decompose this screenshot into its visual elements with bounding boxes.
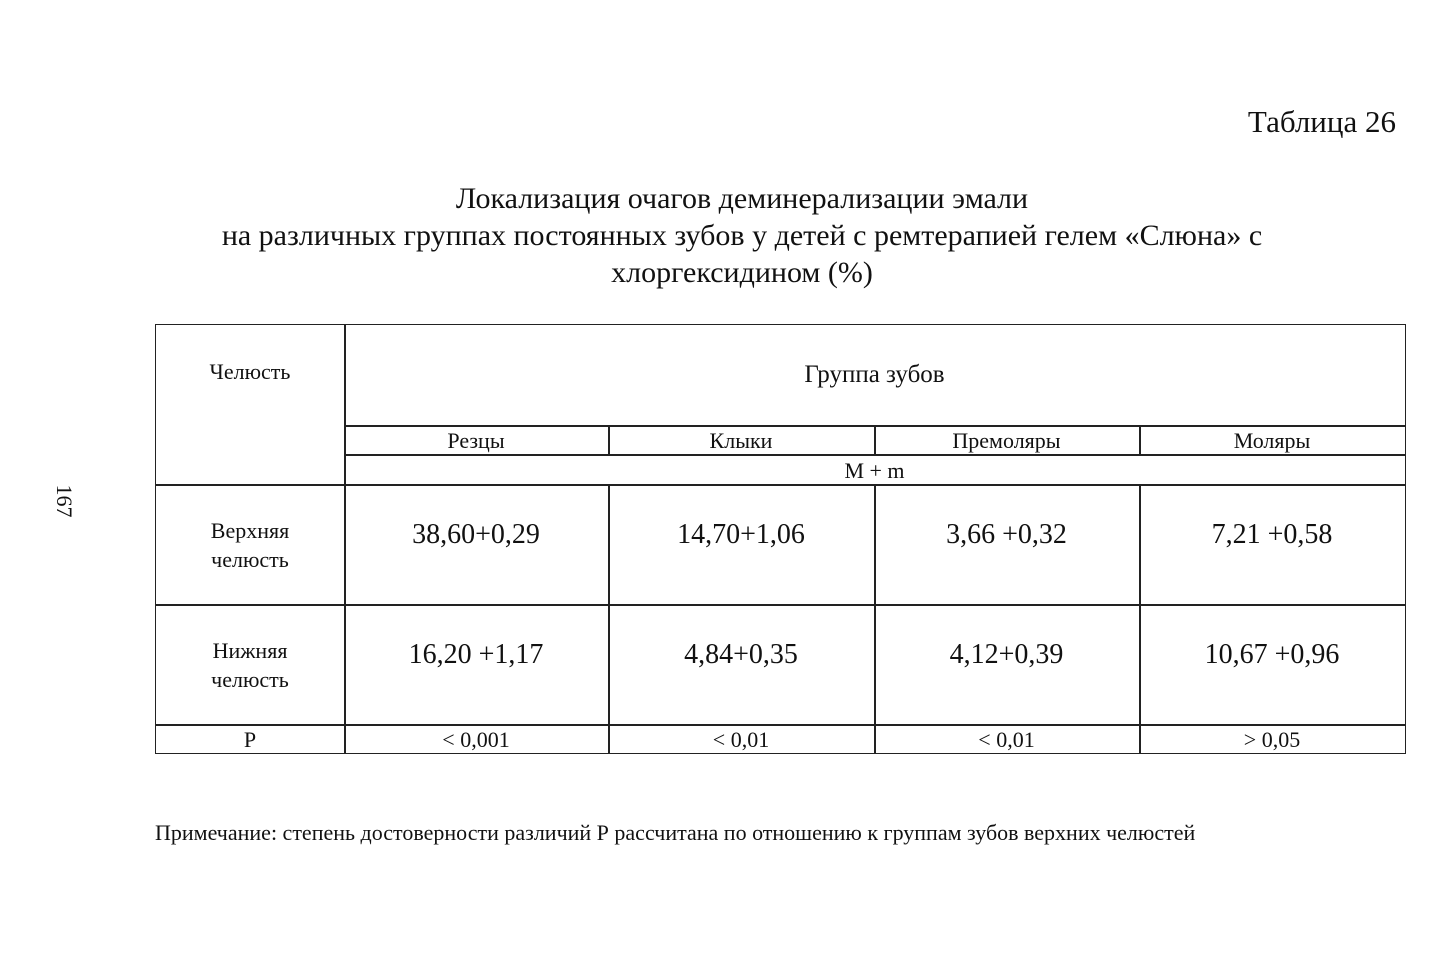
row-label-lower-jaw [156,605,344,725]
page-number: 167 [52,484,77,518]
p-value-cell: < 0,01 [978,727,1035,752]
row-label-line: челюсть [211,667,289,692]
table-footnote: Примечание: степень достоверности различий Р рассчитана по отношению к группам зубов верхних челюстей [155,820,1196,845]
row-label-line: Нижняя [212,638,288,663]
data-table [155,324,1406,754]
table-number-label: Таблица 26 [1247,104,1396,139]
header-jaw: Челюсть [209,358,291,384]
row-label-line: челюсть [211,547,289,572]
header-premolars: Премоляры [952,427,1061,453]
row-label-upper-jaw [156,485,344,605]
table-title [150,180,1334,291]
table-cell-value: 16,20 +1,17 [408,639,544,670]
table-cell-value: 7,21 +0,58 [1211,519,1333,550]
table-cell-value: 14,70+1,06 [677,519,805,550]
table-cell-value: 4,84+0,35 [684,639,798,670]
table-cell-value: 4,12+0,39 [949,639,1064,670]
title-line-3: хлоргексидином (%) [611,256,873,289]
p-value-cell: > 0,05 [1243,727,1301,752]
header-statistic: M + m [844,457,905,483]
table-cell-value: 38,60+0,29 [412,519,540,550]
title-line-1: Локализация очагов деминерализации эмали [455,182,1029,215]
p-value-cell: < 0,01 [712,727,770,752]
header-molars: Моляры [1233,427,1311,453]
header-incisors: Резцы [447,427,505,453]
title-line-2: на различных группах постоянных зубов у детей с ремтерапией гелем «Слюна» с [221,219,1263,252]
table-cell-value: 10,67 +0,96 [1204,639,1340,670]
header-canines: Клыки [709,427,773,453]
header-tooth-group: Группа зубов [804,361,945,388]
row-label-p: P [243,727,257,752]
p-value-cell: < 0,001 [442,727,510,752]
table-cell-value: 3,66 +0,32 [946,519,1067,550]
row-label-line: Верхняя [210,518,290,543]
